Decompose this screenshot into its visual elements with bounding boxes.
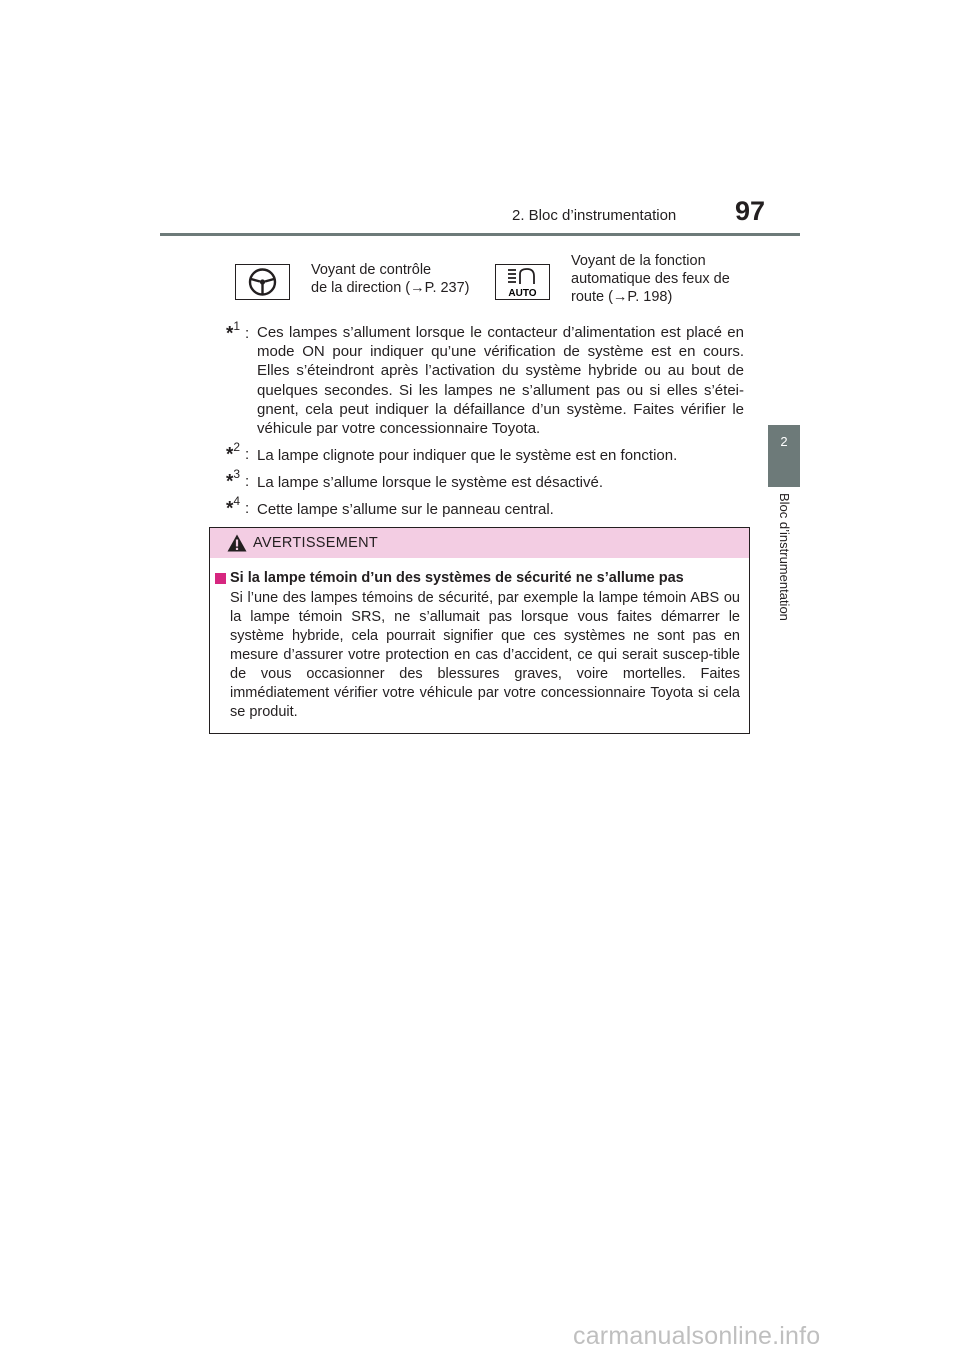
footnote-text-4: Cette lampe s’allume sur le panneau central. — [257, 501, 554, 518]
auto-high-beam-indicator-label — [571, 252, 730, 306]
warning-title: AVERTISSEMENT — [253, 535, 379, 551]
steering-indicator-label — [311, 261, 470, 297]
footnote-text-2: La lampe clignote pour indiquer que le système est en fonction. — [257, 447, 678, 464]
auto-high-beam-line1: Voyant de la fonction — [571, 253, 706, 269]
footnote-marker-2: *$^2$ — [226, 440, 241, 466]
footnote-colon-4: : — [245, 500, 250, 517]
footnote-colon-2: : — [245, 446, 250, 463]
steering-indicator-line1: Voyant de contrôle — [311, 262, 432, 278]
page-number: 97 — [735, 196, 766, 226]
steering-indicator-box — [235, 264, 290, 300]
chapter-number: 2 — [780, 434, 788, 449]
footnote-marker-1: *$^1$ — [226, 319, 241, 345]
header-rule — [160, 233, 800, 236]
warning-heading: Si la lampe témoin d’un des systèmes de sécurité ne s’allume pas — [230, 570, 684, 586]
footnote-text-3: La lampe s’allume lorsque le système est désactivé. — [257, 474, 603, 491]
steering-wheel-icon — [236, 265, 289, 299]
watermark: carmanualsonline.info — [573, 1322, 821, 1350]
warning-bullet-square — [215, 573, 226, 584]
warning-body: Si l’une des lampes témoins de sécurité, par exemple la lampe témoin ABS ou la lampe témoin SRS, ne s’allumait pas lorsque vous faites démarrer le système hybride, cela pourrait signifier que ces systèmes ne sont pas en mesure d’assurer votre protection en cas d’accident, ce qui serait suscep-tible de vous occasionner des blessures graves, voire mortelles. Faites immédiatement vérifier votre véhicule par votre concessionnaire Toyota si cela se produit. — [230, 590, 740, 720]
auto-high-beam-icon — [496, 265, 549, 299]
auto-high-beam-line2: automatique des feux de — [571, 271, 730, 287]
footnote-colon-1: : — [245, 325, 250, 342]
section-title: 2. Bloc d’instrumentation — [512, 207, 677, 224]
footnote-text-1: Ces lampes s’allument lorsque le contacteur d’alimentation est placé en mode ON pour indiquer qu’une vérification de système est en cours. Elles s’éteindront après l’activation du système hybride ou au bout de quelques secondes. Si les lampes ne s’allument pas ou si elles s’étei-gnent, cela peut indiquer la défaillance d’un système. Faites vérifier le véhicule par votre concessionnaire Toyota. — [257, 324, 744, 438]
chapter-label: Bloc d’instrumentation — [777, 493, 792, 621]
auto-high-beam-indicator-box — [495, 264, 550, 300]
auto-icon-text: AUTO — [508, 288, 537, 299]
footnote-marker-4: *$^4$ — [226, 494, 241, 520]
footnote-colon-3: : — [245, 473, 250, 490]
warning-triangle-icon — [227, 534, 247, 552]
steering-indicator-line2: de la direction (→P. 237) — [311, 280, 470, 296]
auto-high-beam-line3: route (→P. 198) — [571, 289, 673, 305]
footnote-marker-3: *$^3$ — [226, 467, 241, 493]
